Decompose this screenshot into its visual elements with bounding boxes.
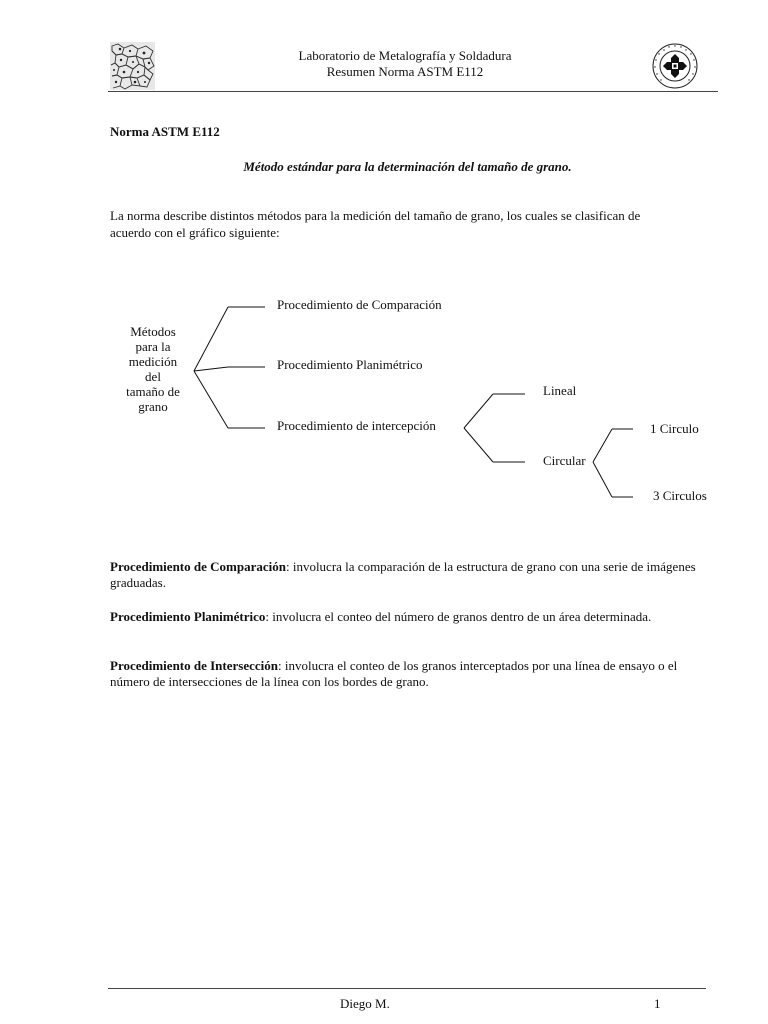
connector-root-comparacion — [194, 307, 228, 371]
node-3-circulos: 3 Circulos — [653, 488, 707, 503]
node-planimetrico: Procedimiento Planimétrico — [277, 357, 423, 372]
definition-comparacion — [110, 559, 710, 591]
connector-root-intercepcion — [194, 371, 228, 428]
document-title: Norma ASTM E112 — [110, 124, 220, 139]
node-comparacion: Procedimiento de Comparación — [277, 297, 442, 312]
node-intercepcion: Procedimiento de intercepción — [277, 418, 436, 433]
header-line-2: Resumen Norma ASTM E112 — [326, 64, 484, 79]
header-line-1: Laboratorio de Metalografía y Soldadura — [298, 48, 512, 63]
connector-intercepcion-circular — [464, 428, 493, 462]
connector-intercepcion-lineal — [464, 394, 493, 428]
definition-planimetrico — [110, 609, 710, 625]
connector-circular-uno — [593, 429, 612, 462]
connector-root-planimetrico — [194, 367, 228, 371]
definition-interseccion — [110, 658, 710, 690]
node-1-circulo: 1 Circulo — [650, 421, 699, 436]
footer-author: Diego M. — [340, 996, 390, 1011]
definition-term: Procedimiento Planimétrico — [110, 609, 266, 624]
definition-text: : involucra el conteo de los granos interceptados por una línea de ensayo o el número de intersecciones de la línea con los bordes de grano. — [110, 658, 678, 689]
document-subtitle: Método estándar para la determinación del tamaño de grano. — [243, 159, 572, 174]
definition-text: : involucra la comparación de la estructura de grano con una serie de imágenes graduadas. — [110, 559, 696, 590]
intro-paragraph: La norma describe distintos métodos para la medición del tamaño de grano, los cuales se clasifican de acuerdo con el gráfico siguiente: — [110, 208, 641, 240]
definition-text: : involucra el conteo del número de granos dentro de un área determinada. — [265, 609, 652, 624]
node-circular: Circular — [543, 453, 586, 468]
diagram-root-label: Métodos para la medición del tamaño de grano — [126, 324, 180, 414]
connector-circular-tres — [593, 462, 612, 497]
footer-divider — [108, 988, 706, 989]
page-number: 1 — [654, 996, 661, 1011]
node-lineal: Lineal — [543, 383, 577, 398]
definition-term: Procedimiento de Comparación — [110, 559, 286, 574]
definition-term: Procedimiento de Intersección — [110, 658, 278, 673]
